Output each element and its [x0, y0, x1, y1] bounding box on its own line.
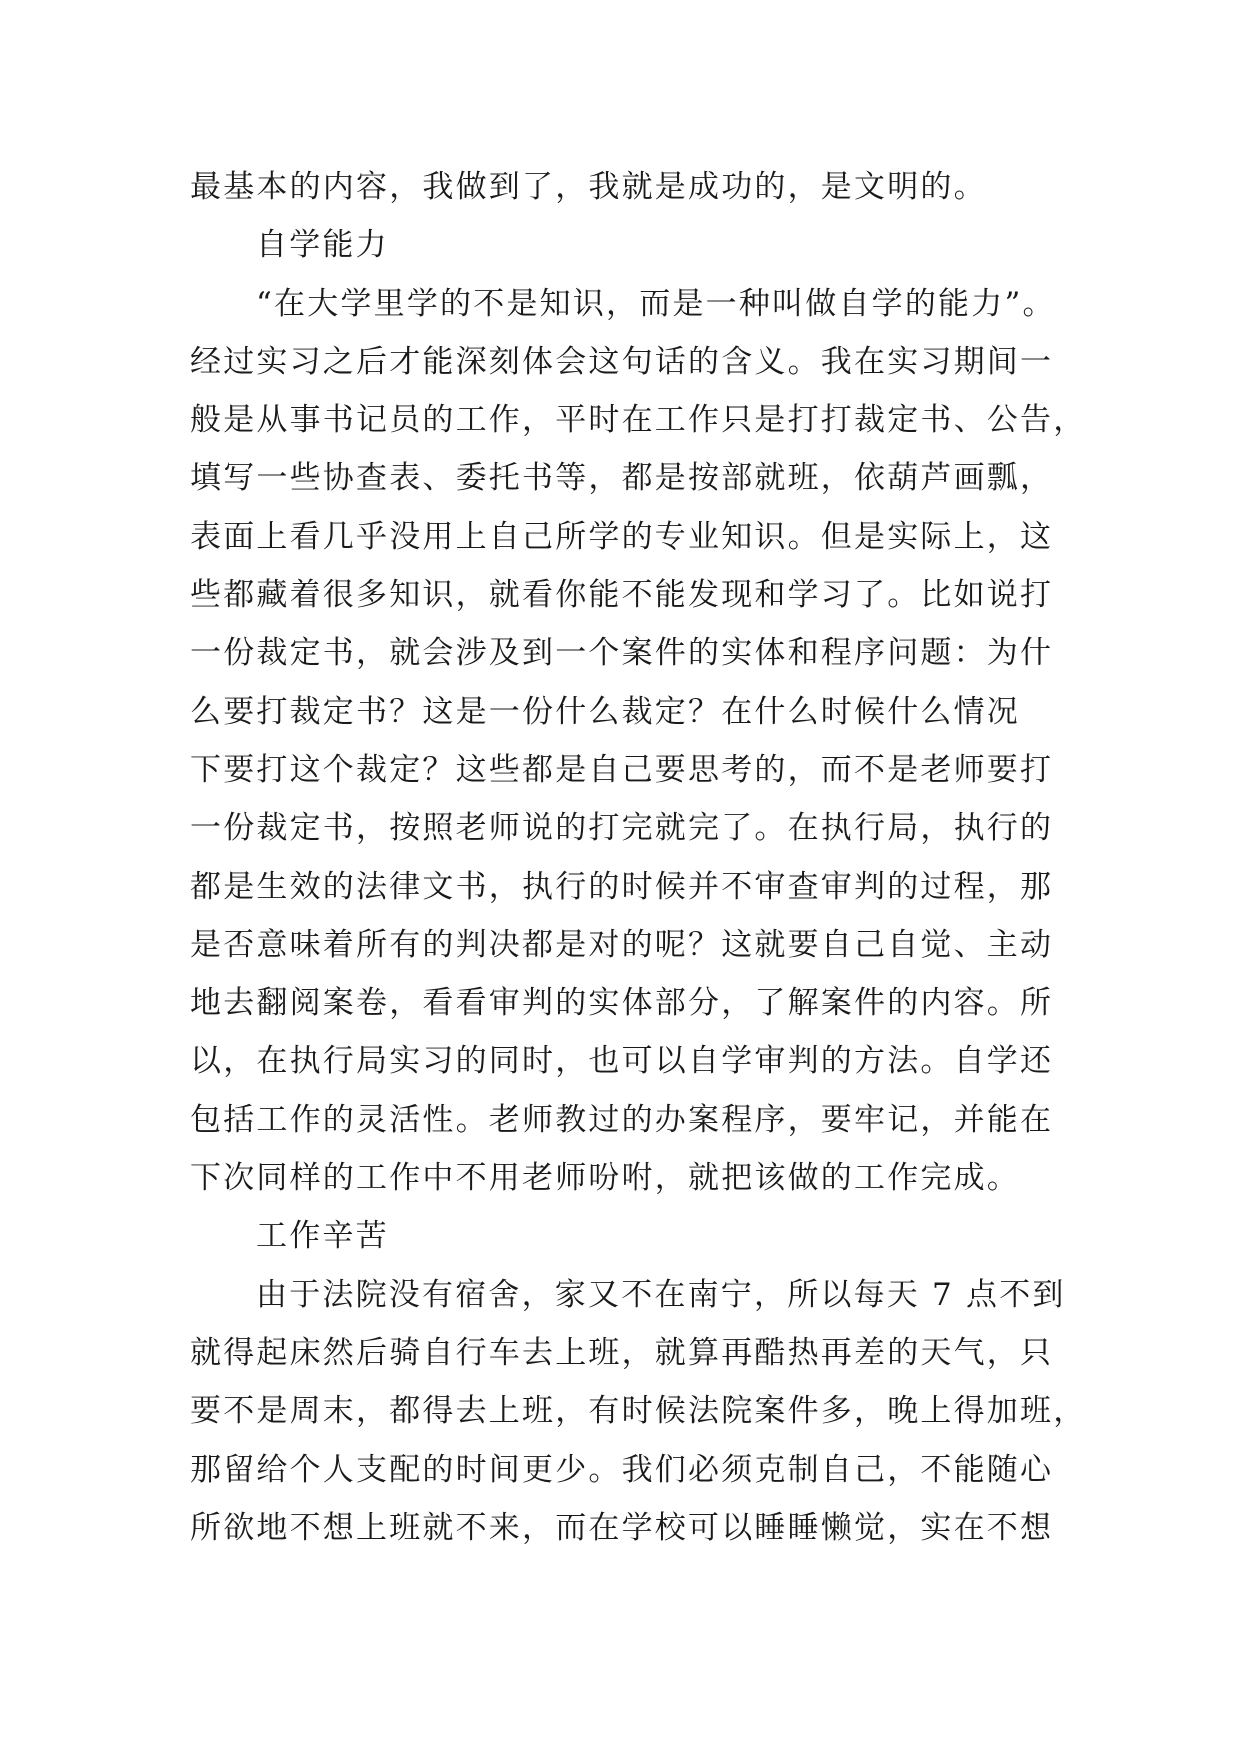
- section-heading-hard-work: 工作辛苦: [256, 1218, 389, 1255]
- text-line: 包括工作的灵活性。老师教过的办案程序，要牢记，并能在: [190, 1101, 1054, 1138]
- text-line: 填写一些协查表、委托书等，都是按部就班，依葫芦画瓢，: [190, 460, 1054, 497]
- text-line: 是否意味着所有的判决都是对的呢？这就要自己自觉、主动: [190, 926, 1054, 963]
- text-line: 以，在执行局实习的同时，也可以自学审判的方法。自学还: [190, 1043, 1054, 1080]
- text-line: 最基本的内容，我做到了，我就是成功的，是文明的。: [190, 169, 987, 205]
- text-line: 表面上看几乎没用上自己所学的专业知识。但是实际上，这: [190, 518, 1054, 555]
- text-line: 般是从事书记员的工作，平时在工作只是打打裁定书、公告，: [190, 402, 1087, 439]
- text-line: 地去翻阅案卷，看看审判的实体部分，了解案件的内容。所: [190, 985, 1054, 1022]
- text-line: 由于法院没有宿舍，家又不在南宁，所以每天 7 点不到: [256, 1276, 1066, 1313]
- text-line: 所欲地不想上班就不来，而在学校可以睡睡懒觉，实在不想: [190, 1509, 1054, 1546]
- document-body: [190, 158, 1087, 1557]
- text-line: 都是生效的法律文书，执行的时候并不审查审判的过程，那: [190, 868, 1054, 905]
- text-line: 一份裁定书，按照老师说的打完就完了。在执行局，执行的: [190, 810, 1054, 847]
- text-line: 下次同样的工作中不用老师吩咐，就把该做的工作完成。: [190, 1160, 1020, 1197]
- text-line: 些都藏着很多知识，就看你能不能发现和学习了。比如说打: [190, 577, 1054, 614]
- text-line: 就得起床然后骑自行车去上班，就算再酷热再差的天气，只: [190, 1334, 1054, 1371]
- text-line: 那留给个人支配的时间更少。我们必须克制自己，不能随心: [190, 1451, 1054, 1488]
- text-line: 要不是周末，都得去上班，有时候法院案件多，晚上得加班，: [190, 1393, 1087, 1430]
- text-line: 一份裁定书，就会涉及到一个案件的实体和程序问题：为什: [190, 635, 1054, 672]
- text-line: 经过实习之后才能深刻体会这句话的含义。我在实习期间一: [190, 343, 1054, 380]
- text-line: 么要打裁定书？这是一份什么裁定？在什么时候什么情况: [190, 693, 1020, 730]
- text-line: 下要打这个裁定？这些都是自己要思考的，而不是老师要打: [190, 751, 1054, 788]
- text-line: “在大学里学的不是知识，而是一种叫做自学的能力”。: [256, 285, 1056, 322]
- section-heading-self-study: 自学能力: [256, 227, 389, 264]
